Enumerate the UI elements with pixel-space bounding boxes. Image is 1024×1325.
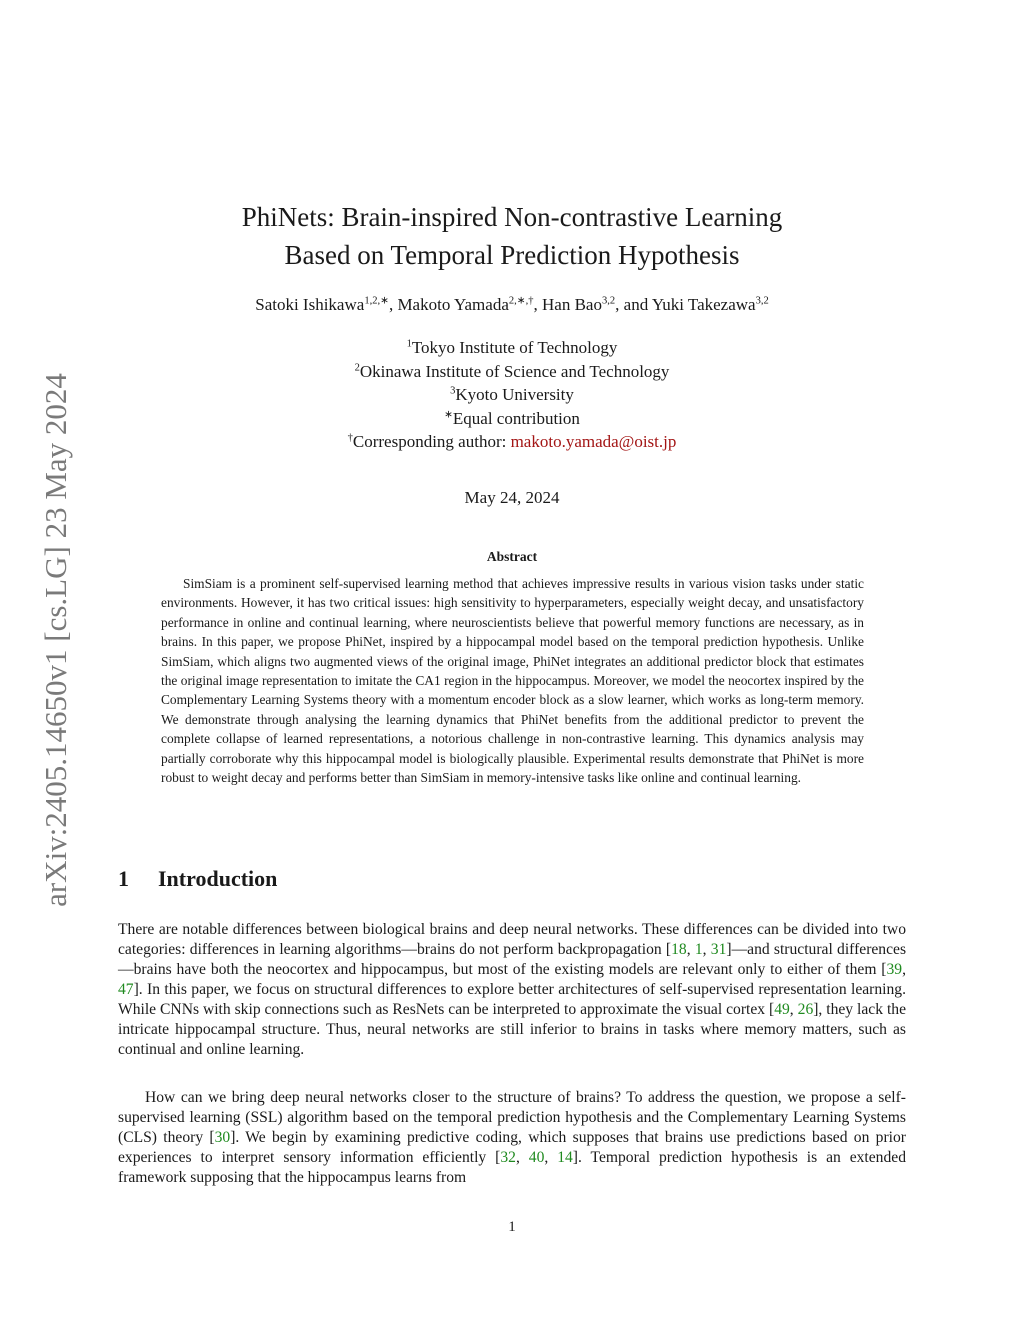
citation-link[interactable]: 47 — [118, 981, 134, 998]
affiliation — [0, 383, 1024, 407]
author-separator: , — [388, 295, 398, 314]
citation-link[interactable]: 49 — [774, 1001, 790, 1018]
affiliation-mark: ∗ — [444, 408, 453, 420]
citation-link[interactable]: 1 — [694, 941, 703, 958]
citation-link[interactable]: 32 — [500, 1149, 516, 1166]
author-name: Satoki Ishikawa — [255, 295, 365, 314]
section-title: Introduction — [158, 866, 278, 891]
body-paragraph: How can we bring deep neural networks closer to the structure of brains? To address the question, we propose a self-supervised learning (SSL) algorithm based on the temporal prediction hypothesis and the Complementary Learning Systems (CLS) theory [30]. We begin by examining predictive coding, which supposes that brains use predictions based on prior experiences to interpret sensory information efficiently [32, 40, 14]. Temporal prediction hypothesis is an extended framework supposing that the hippocampus learns from — [118, 1089, 906, 1186]
citation-link[interactable]: 39 — [886, 961, 903, 978]
author-marks: 1,2,∗ — [364, 295, 389, 307]
email-link[interactable]: makoto.yamada@oist.jp — [510, 432, 677, 451]
body-paragraph: There are notable differences between biological brains and deep neural networks. These differences can be divided into two categories: differences in learning algorithms—brains do not perform backpropagation [18, 1, 31]—and structural differences—brains have both the neocortex and hippocampus, but most of the existing models are relevant only to either of them [39, 47]. In this paper, we focus on structural differences to explore better architectures of self-supervised representation learning. While CNNs with skip connections such as ResNets can be interpreted to approximate the visual cortex [49, 26], they lack the intricate hippocampal structure. Thus, neural networks are still inferior to brains in tasks where memory matters, such as continual and online learning. — [118, 921, 907, 1058]
paper-title — [0, 198, 1024, 274]
affiliation-mark: 2 — [354, 361, 360, 373]
author-marks: 2,∗,† — [508, 295, 534, 307]
author-marks: 3,2 — [755, 295, 769, 307]
corresponding-author — [0, 430, 1024, 454]
affiliation-text: Tokyo Institute of Technology — [411, 338, 618, 357]
affiliation-text: Okinawa Institute of Science and Technology — [359, 361, 670, 381]
author-name: Makoto Yamada — [397, 295, 509, 314]
affiliation — [0, 407, 1024, 431]
paragraph-text: ]—and structural differences—brains have both the neocortex and hippocampus, but most of the existing models are relevant only to either of them [ — [118, 941, 907, 978]
abstract-text: SimSiam is a prominent self-supervised learning method that achieves impressive results in various vision tasks under static environments. However, it has two critical issues: high sensitivity to hyperparameters, especially weight decay, and unsatisfactory performance in online and continual learning, where neuroscientists believe that powerful memory functions are necessary, as in brains. In this paper, we propose PhiNet, inspired by a hippocampal model based on the temporal prediction hypothesis. Unlike SimSiam, which aligns two augmented views of the original image, PhiNet integrates an additional predictor block that estimates the original image representation to imitate the CA1 region in the hippocampus. Moreover, we model the neocortex inspired by the Complementary Learning Systems theory with a momentum encoder block as a slow learner, which works as long-term memory. We demonstrate through analysing the learning dynamics that PhiNet benefits from the additional predictor to prevent the complete collapse of learned representations, a notorious challenge in non-contrastive learning. This dynamics analysis may partially corroborate why this hippocampal model is biologically plausible. Experimental results demonstrate that PhiNet is more robust to weight decay and performs better than SimSiam in memory-intensive tasks like online and continual learning. — [161, 576, 864, 786]
citation-link[interactable]: 18 — [671, 941, 687, 958]
paragraph-text: ]. Temporal prediction hypothesis is an extended framework supposing that the hippocampus learns from — [118, 1149, 906, 1186]
paragraph-text: How can we bring deep neural networks closer to the structure of brains? To address the question, we propose a self-supervised learning (SSL) algorithm based on the temporal prediction hypothesis and the Complementary Learning Systems (CLS) theory [ — [118, 1089, 906, 1146]
affiliation-text: Kyoto University — [455, 385, 574, 404]
affiliation — [0, 360, 1024, 384]
section-number: 1 — [118, 866, 129, 891]
citation-link[interactable]: 40 — [528, 1149, 545, 1166]
affiliation-list — [0, 336, 1024, 454]
author-name: Yuki Takezawa — [651, 295, 756, 314]
corresponding-label: Corresponding author: — [352, 432, 511, 451]
affiliation-mark: 3 — [450, 385, 456, 397]
paragraph-text: ]. We begin by examining predictive coding, which supposes that brains use predictions based on prior experiences to interpret sensory information efficiently [ — [118, 1129, 906, 1166]
paper-date: May 24, 2024 — [464, 488, 560, 507]
citation-link[interactable]: 26 — [797, 1001, 814, 1018]
affiliation-text: Equal contribution — [452, 408, 580, 428]
author-name: Han Bao — [542, 295, 602, 314]
citation-link[interactable]: 30 — [214, 1129, 231, 1146]
title-line-1: PhiNets: Brain-inspired Non-contrastive Learning — [241, 202, 783, 232]
page-number: 1 — [508, 1219, 516, 1235]
corresponding-mark: † — [347, 432, 353, 444]
citation-link[interactable]: 31 — [710, 941, 727, 958]
abstract-heading: Abstract — [486, 549, 538, 564]
title-line-2: Based on Temporal Prediction Hypothesis — [284, 240, 740, 270]
citation-link[interactable]: 14 — [557, 1149, 573, 1166]
section-heading — [118, 866, 277, 892]
paragraph-text: ]. In this paper, we focus on structural differences to explore better architectures of self-supervised representation learning. While CNNs with skip connections such as ResNets can be interpreted to approximate the visual cortex [ — [118, 981, 906, 1018]
author-marks: 3,2 — [601, 295, 616, 307]
paragraph-text: There are notable differences between biological brains and deep neural networks. These differences can be divided into two categories: differences in learning algorithms—brains do not perform backpropagation [ — [118, 921, 906, 958]
affiliation — [0, 336, 1024, 360]
arxiv-identifier: arXiv:2405.14650v1 [cs.LG] 23 May 2024 — [38, 373, 73, 907]
affiliation-mark: 1 — [406, 338, 412, 350]
author-separator: , and — [615, 295, 652, 314]
paragraph-text: ], they lack the intricate hippocampal structure. Thus, neural networks are still inferior to brains in tasks where memory matters, such as continual and online learning. — [118, 1001, 906, 1058]
author-separator: , — [533, 295, 543, 314]
author-list — [0, 293, 1024, 317]
